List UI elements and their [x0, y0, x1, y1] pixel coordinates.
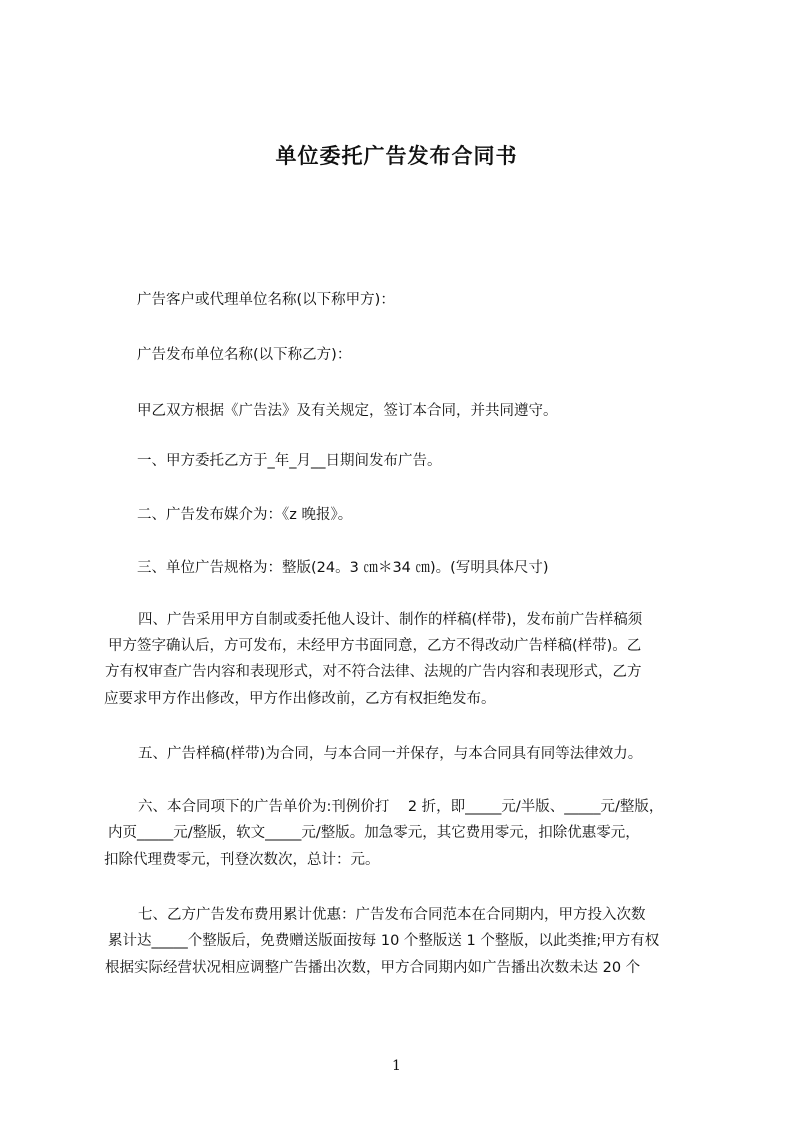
clause-4-line: 四、广告采用甲方自制或委托他人设计、制作的样稿(样带)，发布前广告样稿须: [138, 612, 643, 628]
clause-6-line: 内页_____元/整版，软文_____元/整版。加急零元，其它费用零元，扣除优惠零元，: [108, 825, 640, 841]
clause-7-line: 累计达_____个整版后，免费赠送版面按每 10 个整版送 1 个整版，以此类推;甲方有权: [108, 933, 660, 949]
clause-7-line: 七、乙方广告发布费用累计优惠：广告发布合同范本在合同期内，甲方投入次数: [138, 907, 646, 923]
paragraph-preamble: 甲乙双方根据《广告法》及有关规定，签订本合同，并共同遵守。: [137, 403, 558, 419]
clause-5: 五、广告样稿(样带)为合同，与本合同一并保存，与本合同具有同等法律效力。: [138, 746, 643, 762]
document-title: 单位委托广告发布合同书: [275, 144, 518, 168]
page-number: 1: [392, 1058, 401, 1074]
clause-1: 一、甲方委托乙方于_年_月__日期间发布广告。: [137, 453, 442, 469]
clause-4-line: 方有权审查广告内容和表现形式，对不符合法律、法规的广告内容和表现形式，乙方: [105, 664, 642, 680]
clause-6-line: 扣除代理费零元，刊登次数次，总计：元。: [104, 852, 380, 868]
clause-6-line: 六、本合同项下的广告单价为:刊例价打 2 折，即_____元/半版、_____元/整版，: [138, 799, 664, 815]
clause-2: 二、广告发布媒介为：《z 晚报》。: [137, 507, 353, 523]
paragraph-party-b: 广告发布单位名称(以下称乙方)：: [137, 347, 352, 363]
clause-3: 三、单位广告规格为：整版(24。3 ㎝＊34 ㎝)。(写明具体尺寸): [137, 560, 549, 576]
paragraph-party-a: 广告客户或代理单位名称(以下称甲方)：: [137, 292, 395, 308]
clause-4-line: 应要求甲方作出修改，甲方作出修改前，乙方有权拒绝发布。: [104, 691, 496, 707]
clause-7-line: 根据实际经营状况相应调整广告播出次数，甲方合同期内如广告播出次数未达 20 个: [105, 960, 641, 976]
clause-4-line: 甲方签字确认后，方可发布，未经甲方书面同意，乙方不得改动广告样稿(样带)。乙: [108, 638, 642, 654]
